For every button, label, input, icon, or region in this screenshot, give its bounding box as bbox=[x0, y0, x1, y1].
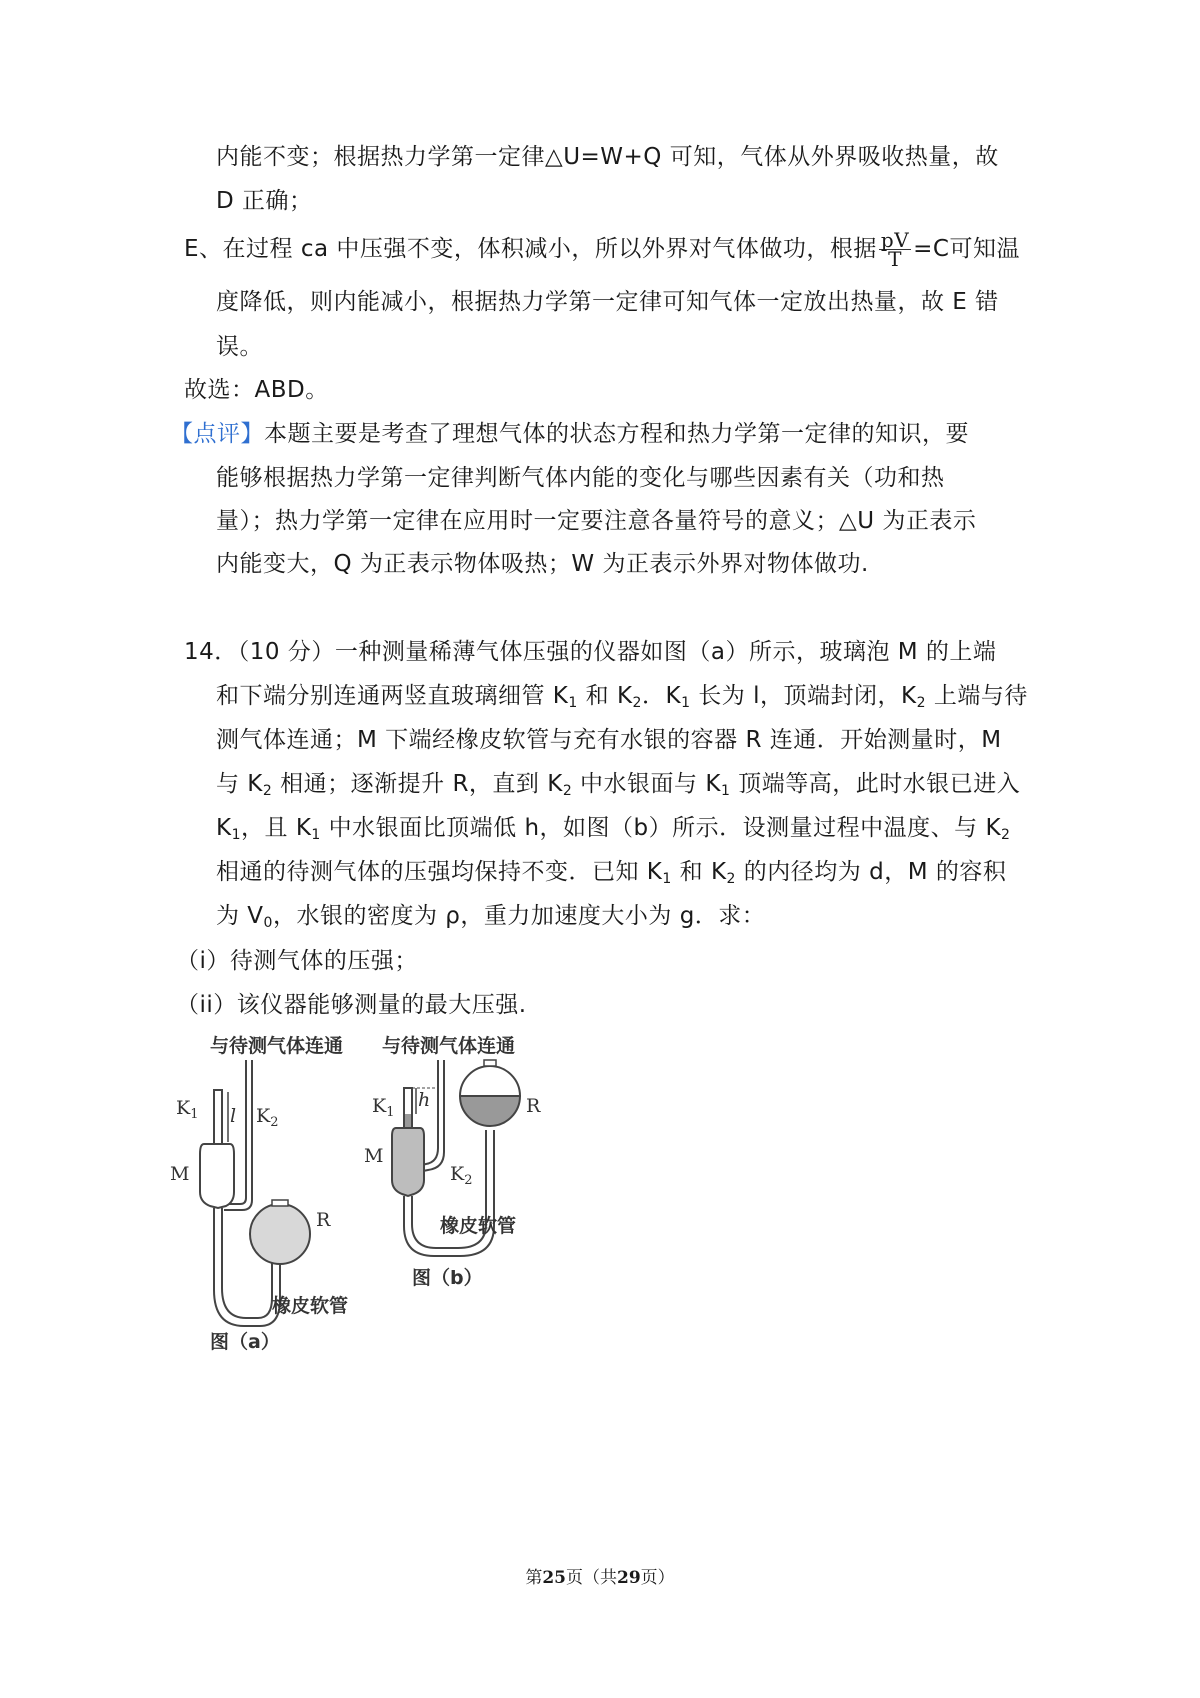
apparatus-figure bbox=[160, 1030, 580, 1370]
reservoir-r bbox=[250, 1204, 310, 1264]
hose-label-b: 橡皮软管 bbox=[440, 1215, 517, 1237]
question-line-6 bbox=[216, 856, 1006, 888]
comment-line-3: 量）；热力学第一定律在应用时一定要注意各量符号的意义；△U 为正表示 bbox=[216, 508, 977, 534]
label-h: h bbox=[418, 1089, 431, 1111]
question-line-2 bbox=[216, 680, 1028, 712]
question-line-5 bbox=[216, 812, 1010, 844]
solution-line-5: 误。 bbox=[216, 334, 263, 360]
label-k2: $K_2$ bbox=[256, 1105, 279, 1130]
footer-mid: 页（共 bbox=[566, 1568, 617, 1588]
figure-b bbox=[364, 1034, 541, 1289]
comment-line-1 bbox=[170, 418, 969, 450]
figure-b-caption: 图（b） bbox=[412, 1267, 483, 1289]
q5-part: 中水银面比顶端低 h，如图（b）所示．设测量过程中温度、与 K bbox=[320, 815, 1002, 841]
question-line-4 bbox=[216, 768, 1020, 800]
comment-line-4: 内能变大，Q 为正表示物体吸热；W 为正表示外界对物体做功. bbox=[216, 551, 869, 577]
total-pages: 29 bbox=[617, 1568, 641, 1588]
subscript: 1 bbox=[568, 695, 578, 711]
subscript: 2 bbox=[262, 783, 273, 799]
q2-part: 和下端分别连通两竖直玻璃细管 K bbox=[216, 683, 569, 709]
reservoir-r-b-bottom bbox=[460, 1096, 520, 1126]
label-k1-b: $K_1$ bbox=[372, 1095, 395, 1120]
solution-line-2: D 正确； bbox=[216, 188, 313, 214]
q5-part: ，且 K bbox=[241, 815, 312, 841]
question-text-1: （10 分）一种测量稀薄气体压强的仪器如图（a）所示，玻璃泡 M 的上端 bbox=[237, 639, 997, 665]
q6-part: 的内径均为 d，M 的容积 bbox=[735, 859, 1007, 885]
subscript: 2 bbox=[632, 695, 642, 711]
subscript: 1 bbox=[231, 827, 242, 843]
footer-suffix: 页） bbox=[640, 1568, 675, 1588]
hose-label-a: 橡皮软管 bbox=[272, 1295, 349, 1317]
comment-label: 【点评】 bbox=[170, 421, 264, 447]
subscript: 2 bbox=[1001, 827, 1011, 843]
fraction-denominator: T bbox=[888, 247, 902, 271]
page-footer bbox=[0, 1563, 1200, 1588]
sub-question-2: （ii）该仪器能够测量的最大压强. bbox=[176, 992, 527, 1018]
question-line-3: 测气体连通；M 下端经橡皮软管与充有水银的容器 R 连通．开始测量时，M bbox=[216, 727, 1002, 753]
label-k1: $K_1$ bbox=[176, 1097, 199, 1122]
comment-text-1: 本题主要是考查了理想气体的状态方程和热力学第一定律的知识，要 bbox=[264, 421, 969, 447]
q4-part: 顶端等高，此时水银已进入 bbox=[730, 771, 1021, 797]
bulb-m bbox=[200, 1144, 234, 1208]
option-e-text: E、在过程 ca 中压强不变，体积减小，所以外界对气体做功，根据 bbox=[184, 236, 877, 262]
figure-a bbox=[170, 1034, 348, 1353]
subscript: 2 bbox=[562, 783, 573, 799]
figure-a-top-label: 与待测气体连通 bbox=[210, 1035, 344, 1057]
fraction-numerator: pV bbox=[880, 228, 910, 252]
k1-tube bbox=[214, 1090, 222, 1144]
label-k2-b: $K_2$ bbox=[450, 1163, 473, 1188]
reservoir-b-neck bbox=[484, 1060, 496, 1066]
footer-prefix: 第 bbox=[525, 1568, 543, 1588]
label-l: l bbox=[230, 1105, 237, 1127]
label-m-b: M bbox=[364, 1145, 384, 1167]
question-line-7 bbox=[216, 900, 765, 932]
question-line-1 bbox=[184, 636, 996, 668]
q7-part: ，水银的密度为 ρ，重力加速度大小为 g．求： bbox=[272, 903, 766, 929]
bulb-m-b bbox=[392, 1128, 424, 1196]
q2-part: 上端与待 bbox=[926, 683, 1028, 709]
q4-part: 相通；逐渐提升 R，直到 K bbox=[272, 771, 563, 797]
sub-question-1: （i）待测气体的压强； bbox=[176, 948, 418, 974]
q2-part: 长为 l，顶端封闭，K bbox=[690, 683, 917, 709]
subscript: 2 bbox=[726, 871, 736, 887]
q2-part: 和 K bbox=[577, 683, 633, 709]
option-e-tail: =C可知温 bbox=[913, 236, 1020, 262]
subscript: 1 bbox=[311, 827, 321, 843]
figure-b-top-label: 与待测气体连通 bbox=[382, 1035, 516, 1057]
answer-line: 故选：ABD。 bbox=[184, 377, 329, 403]
solution-line-4: 度降低，则内能减小，根据热力学第一定律可知气体一定放出热量，故 E 错 bbox=[216, 289, 999, 315]
q5-part: K bbox=[216, 815, 232, 841]
subscript: 2 bbox=[916, 695, 927, 711]
q6-part: 和 K bbox=[671, 859, 727, 885]
q6-part: 相通的待测气体的压强均保持不变．已知 K bbox=[216, 859, 663, 885]
reservoir-r-b-top bbox=[460, 1066, 520, 1096]
subscript: 0 bbox=[263, 915, 273, 931]
subscript: 1 bbox=[662, 871, 672, 887]
reservoir-neck bbox=[272, 1200, 288, 1206]
label-m: M bbox=[170, 1163, 190, 1185]
question-number: 14． bbox=[184, 639, 238, 665]
current-page: 25 bbox=[542, 1568, 566, 1588]
ideal-gas-fraction bbox=[879, 228, 911, 271]
solution-line-3 bbox=[184, 228, 1020, 271]
figure-a-caption: 图（a） bbox=[210, 1331, 280, 1353]
k1-mercury bbox=[405, 1114, 411, 1127]
q4-part: 中水银面与 K bbox=[572, 771, 721, 797]
q7-part: 为 V bbox=[216, 903, 264, 929]
q2-part: ．K bbox=[641, 683, 682, 709]
subscript: 1 bbox=[681, 695, 691, 711]
subscript: 1 bbox=[720, 783, 731, 799]
label-r: R bbox=[316, 1209, 331, 1231]
label-r-b: R bbox=[526, 1095, 541, 1117]
solution-line-1: 内能不变；根据热力学第一定律△U=W+Q 可知，气体从外界吸收热量，故 bbox=[216, 144, 999, 170]
comment-line-2: 能够根据热力学第一定律判断气体内能的变化与哪些因素有关（功和热 bbox=[216, 465, 945, 491]
q4-part: 与 K bbox=[216, 771, 263, 797]
